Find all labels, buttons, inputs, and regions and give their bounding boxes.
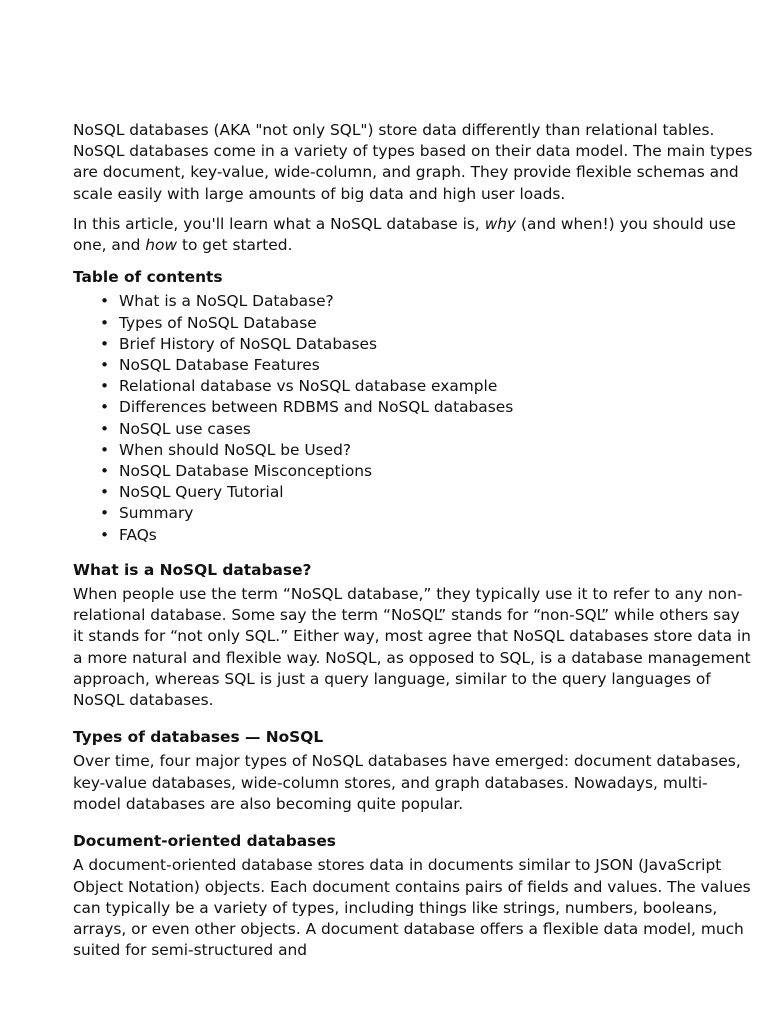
overview-emphasis-how: how	[145, 236, 178, 255]
overview-emphasis-why: why	[484, 214, 517, 233]
table-of-contents	[73, 291, 753, 545]
overview-text-2: (and when!) you should use one, and	[73, 214, 736, 255]
toc-item[interactable]: • NoSQL use cases	[119, 419, 753, 440]
section-body-what-is: When people use the term “NoSQL database,” they typically use it to refer to any non-relational database. Some say the term “NoSQL” stands for “non-SQL” while others say it stands for “not only SQL.” Either way, most agree that NoSQL databases store data in a more natural and flexible way. NoSQL, as opposed to SQL, is a database management approach, whereas SQL is just a query language, similar to the query languages of NoSQL databases.	[73, 585, 751, 710]
section-heading-document: Document-oriented databases	[73, 832, 336, 851]
toc-heading: Table of contents	[73, 268, 223, 287]
toc-item[interactable]: • When should NoSQL be Used?	[119, 440, 753, 461]
section-body-document: A document-oriented database stores data in documents similar to JSON (JavaScript Object Notation) objects. Each document contains pairs of fields and values. The values can typically be a variety of types, including things like strings, numbers, booleans, arrays, or even other objects. A document database offers a flexible data model, much suited for semi-structured and	[73, 856, 751, 960]
toc-item[interactable]: • NoSQL Query Tutorial	[119, 482, 753, 503]
toc-item[interactable]: • NoSQL Database Misconceptions	[119, 461, 753, 482]
toc-item[interactable]: • Relational database vs NoSQL database example	[119, 376, 753, 397]
toc-item[interactable]: • Brief History of NoSQL Databases	[119, 334, 753, 355]
intro-paragraph: NoSQL databases (AKA "not only SQL") store data differently than relational tables. NoSQL databases come in a variety of types based on their data model. The main types are document, key-value, wide-column, and graph. They provide flexible schemas and scale easily with large amounts of big data and high user loads.	[73, 121, 753, 203]
toc-item[interactable]: • Types of NoSQL Database	[119, 313, 753, 334]
toc-item[interactable]: • What is a NoSQL Database?	[119, 291, 753, 312]
toc-item[interactable]: • Differences between RDBMS and NoSQL databases	[119, 397, 753, 418]
section-heading-types: Types of databases — NoSQL	[73, 728, 324, 747]
toc-item[interactable]: • FAQs	[119, 525, 753, 546]
toc-item[interactable]: • Summary	[119, 503, 753, 524]
overview-text-3: to get started.	[177, 236, 293, 255]
document-page	[73, 120, 753, 977]
section-heading-what-is: What is a NoSQL database?	[73, 560, 312, 579]
article-overview-paragraph	[73, 214, 753, 256]
section-body-types: Over time, four major types of NoSQL databases have emerged: document databases, key-value databases, wide-column stores, and graph databases. Nowadays, multi-model databases are also becoming quite popular.	[73, 752, 741, 813]
toc-item[interactable]: • NoSQL Database Features	[119, 355, 753, 376]
overview-text-1: In this article, you'll learn what a NoSQL database is,	[73, 214, 485, 233]
